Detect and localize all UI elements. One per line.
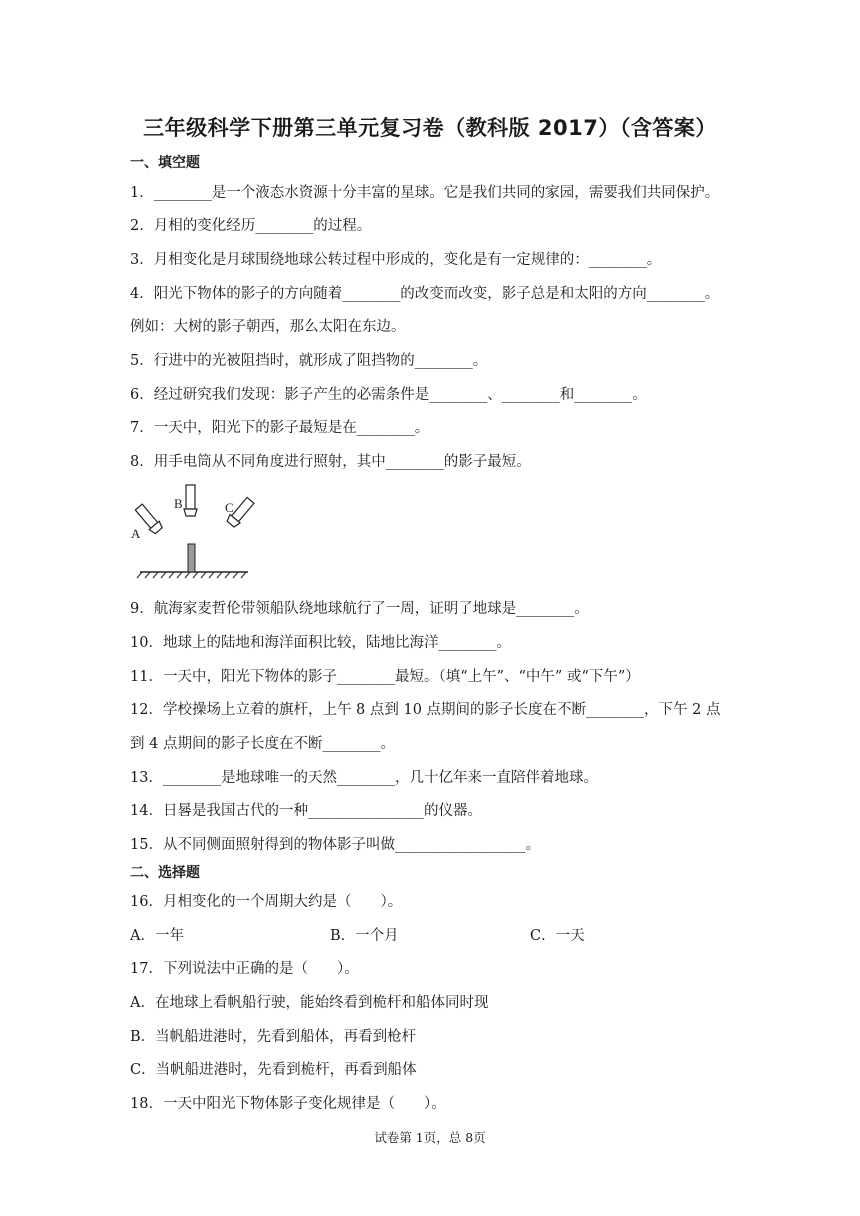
- question-2: 2．月相的变化经历________的过程。: [130, 218, 372, 234]
- q16-option-b: B．一个月: [330, 928, 399, 944]
- question-4-continued: 例如：大树的影子朝西，那么太阳在东边。: [130, 319, 406, 335]
- question-1: 1．________是一个液态水资源十分丰富的星球。它是我们共同的家园，需要我们共同保护。: [130, 185, 720, 201]
- stick: [188, 544, 195, 572]
- question-17: 17．下列说法中正确的是（ ）。: [130, 961, 359, 977]
- question-16: 16．月相变化的一个周期大约是（ ）。: [130, 894, 403, 910]
- page-title: 三年级科学下册第三单元复习卷（教科版 2017）（含答案）: [143, 116, 717, 140]
- question-6: 6．经过研究我们发现：影子产生的必需条件是________、________和________。: [130, 387, 647, 403]
- question-3: 3．月相变化是月球围绕地球公转过程中形成的，变化是有一定规律的：________。: [130, 252, 662, 268]
- question-13: 13．________是地球唯一的天然________，几十亿年来一直陪伴着地球。: [130, 770, 598, 786]
- section-heading-choice: 二、选择题: [130, 865, 200, 881]
- question-7: 7．一天中，阳光下的影子最短是在________。: [130, 420, 430, 436]
- label-c: C: [225, 500, 234, 515]
- question-4: 4．阳光下物体的影子的方向随着________的改变而改变，影子总是和太阳的方向________。: [130, 286, 720, 302]
- flashlight-b: [184, 485, 197, 516]
- question-5: 5．行进中的光被阻挡时，就形成了阻挡物的________。: [130, 353, 488, 369]
- label-b: B: [174, 496, 183, 511]
- q17-option-a: A．在地球上看帆船行驶，能始终看到桅杆和船体同时现: [130, 995, 489, 1011]
- q16-option-c: C．一天: [530, 928, 585, 944]
- section-heading-fill-in: 一、填空题: [130, 155, 200, 171]
- q17-option-c: C．当帆船进港时，先看到桅杆，再看到船体: [130, 1062, 417, 1078]
- flashlight-figure: [130, 480, 280, 580]
- question-12-continued: 到 4 点期间的影子长度在不断________。: [130, 736, 395, 752]
- question-8: 8．用手电筒从不同角度进行照射，其中________的影子最短。: [130, 454, 531, 470]
- q16-option-a: A．一年: [130, 928, 184, 944]
- question-14: 14．日晷是我国古代的一种________________的仪器。: [130, 803, 482, 819]
- question-15: 15．从不同侧面照射得到的物体影子叫做__________________。: [130, 837, 540, 853]
- page-footer: 试卷第 1页，总 8页: [374, 1130, 486, 1145]
- question-11: 11．一天中，阳光下物体的影子________最短。（填“上午”、“中午” 或“下午”）: [130, 669, 640, 685]
- label-a: A: [131, 526, 141, 541]
- q17-option-b: B．当帆船进港时，先看到船体，再看到枪杆: [130, 1029, 417, 1045]
- question-18: 18．一天中阳光下物体影子变化规律是（ ）。: [130, 1096, 446, 1112]
- question-9: 9．航海家麦哲伦带领船队绕地球航行了一周，证明了地球是________。: [130, 601, 589, 617]
- question-10: 10．地球上的陆地和海洋面积比较，陆地比海洋________。: [130, 635, 511, 651]
- question-12: 12．学校操场上立着的旗杆，上午 8 点到 10 点期间的影子长度在不断________，下午 2 点: [130, 702, 721, 718]
